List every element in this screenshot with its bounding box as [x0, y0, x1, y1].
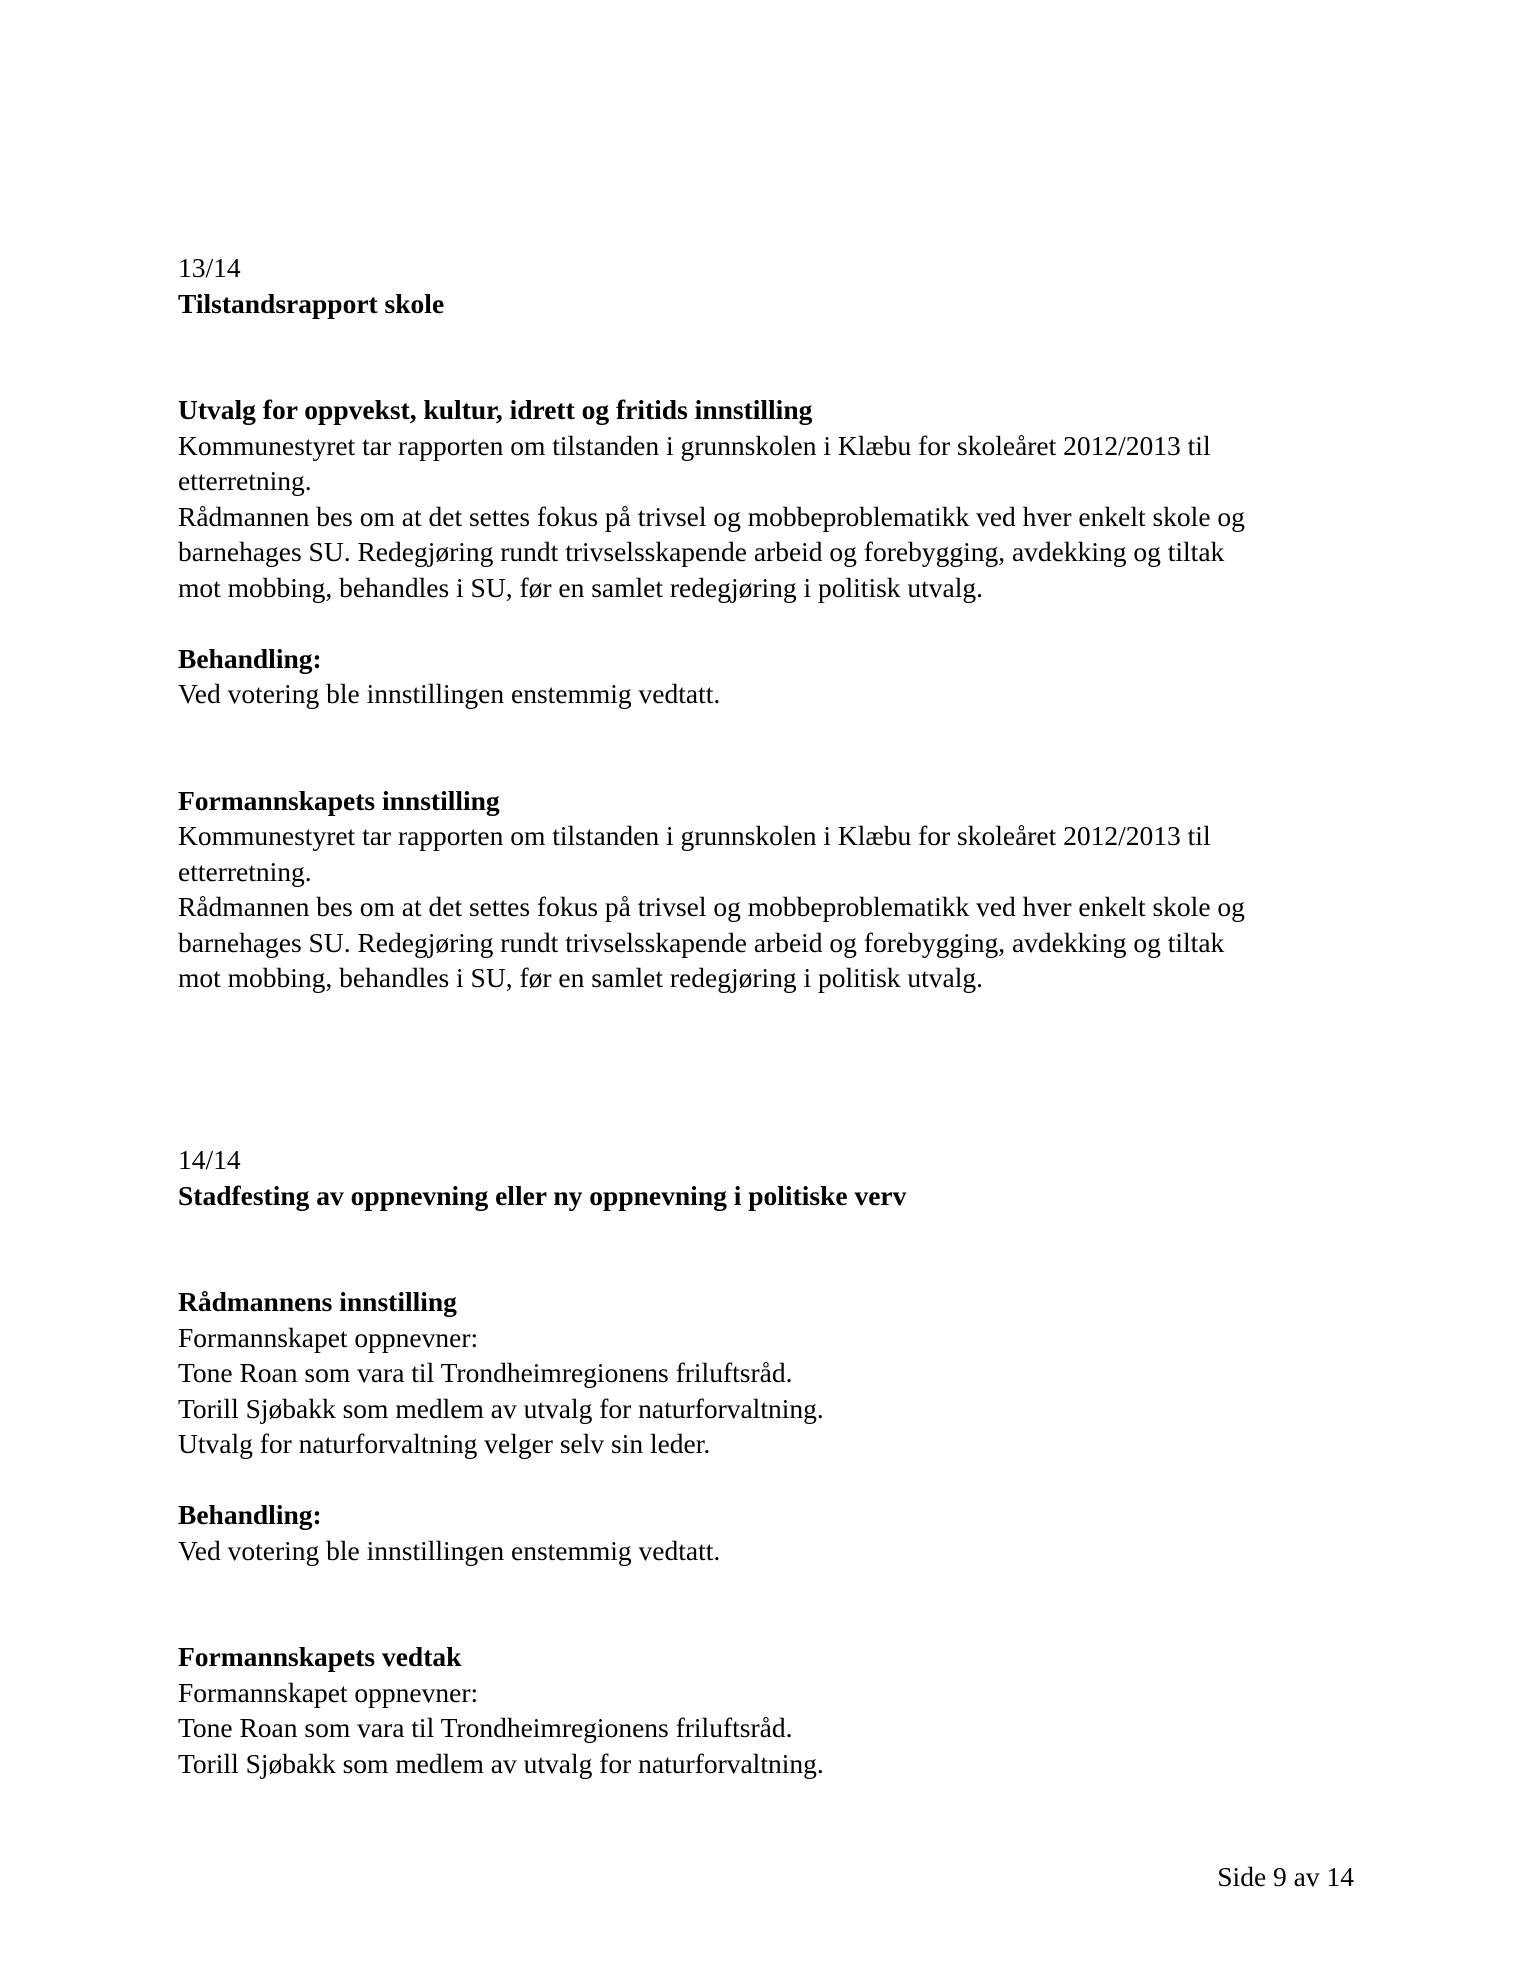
section-heading: Formannskapets innstilling: [178, 784, 500, 816]
section-heading: Utvalg for oppvekst, kultur, idrett og fritids innstilling: [178, 394, 813, 425]
section-text-line: Ved votering ble innstillingen enstemmig vedtatt.: [178, 1534, 721, 1566]
section-heading: Behandling:: [178, 642, 322, 674]
section-behandling: [178, 641, 1368, 712]
section-behandling: [178, 1497, 1368, 1568]
section-text-line: barnehages SU. Redegjøring rundt trivselsskapende arbeid og forebygging, avdekking og tiltak: [178, 536, 1225, 567]
section-text-line: Kommunestyret tar rapporten om tilstanden i grunnskolen i Klæbu for skoleåret 2012/2013 til: [178, 429, 1211, 461]
section-text-line: Formannskapet oppnevner:: [178, 1321, 479, 1353]
section-heading: Rådmannens innstilling: [178, 1286, 457, 1317]
section-text-line: Utvalg for naturforvaltning velger selv sin leder.: [178, 1428, 711, 1459]
section-text-line: Formannskapet oppnevner:: [178, 1676, 479, 1708]
case-title: Stadfesting av oppnevning eller ny oppnevning i politiske verv: [178, 1179, 907, 1211]
section-heading: Behandling:: [178, 1499, 322, 1530]
section-text-line: mot mobbing, behandles i SU, før en samlet redegjøring i politisk utvalg.: [178, 962, 984, 993]
case-title: Tilstandsrapport skole: [178, 287, 445, 319]
section-text-line: Torill Sjøbakk som medlem av utvalg for naturforvaltning.: [178, 1392, 824, 1424]
case-number: 14/14: [178, 1144, 241, 1175]
case-number: 13/14: [178, 252, 241, 283]
section-text-line: etterretning.: [178, 855, 312, 887]
section-text-line: Rådmannen bes om at det settes fokus på trivsel og mobbeproblematikk ved hver enkelt skole og: [178, 891, 1245, 922]
section-formannskapets-innstilling: [178, 783, 1368, 996]
case-14-14: [178, 1142, 1368, 1781]
section-text-line: Ved votering ble innstillingen enstemmig vedtatt.: [178, 678, 721, 709]
section-heading: Formannskapets vedtak: [178, 1641, 462, 1672]
section-text-line: barnehages SU. Redegjøring rundt trivselsskapende arbeid og forebygging, avdekking og tiltak: [178, 926, 1225, 958]
section-formannskapets-vedtak: [178, 1639, 1368, 1781]
section-text-line: etterretning.: [178, 465, 312, 496]
section-radmannens-innstilling: [178, 1284, 1368, 1462]
section-utvalg-innstilling: [178, 392, 1368, 605]
case-13-14: [178, 250, 1368, 996]
section-text-line: Tone Roan som vara til Trondheimregionens friluftsråd.: [178, 1712, 793, 1743]
section-text-line: Rådmannen bes om at det settes fokus på trivsel og mobbeproblematikk ved hver enkelt skole og: [178, 500, 1245, 532]
section-text-line: Tone Roan som vara til Trondheimregionens friluftsråd.: [178, 1357, 793, 1388]
section-text-line: Kommunestyret tar rapporten om tilstanden i grunnskolen i Klæbu for skoleåret 2012/2013 til: [178, 820, 1211, 851]
page-number-footer: Side 9 av 14: [1217, 1861, 1354, 1892]
section-text-line: Torill Sjøbakk som medlem av utvalg for naturforvaltning.: [178, 1747, 824, 1779]
section-text-line: mot mobbing, behandles i SU, før en samlet redegjøring i politisk utvalg.: [178, 571, 984, 603]
